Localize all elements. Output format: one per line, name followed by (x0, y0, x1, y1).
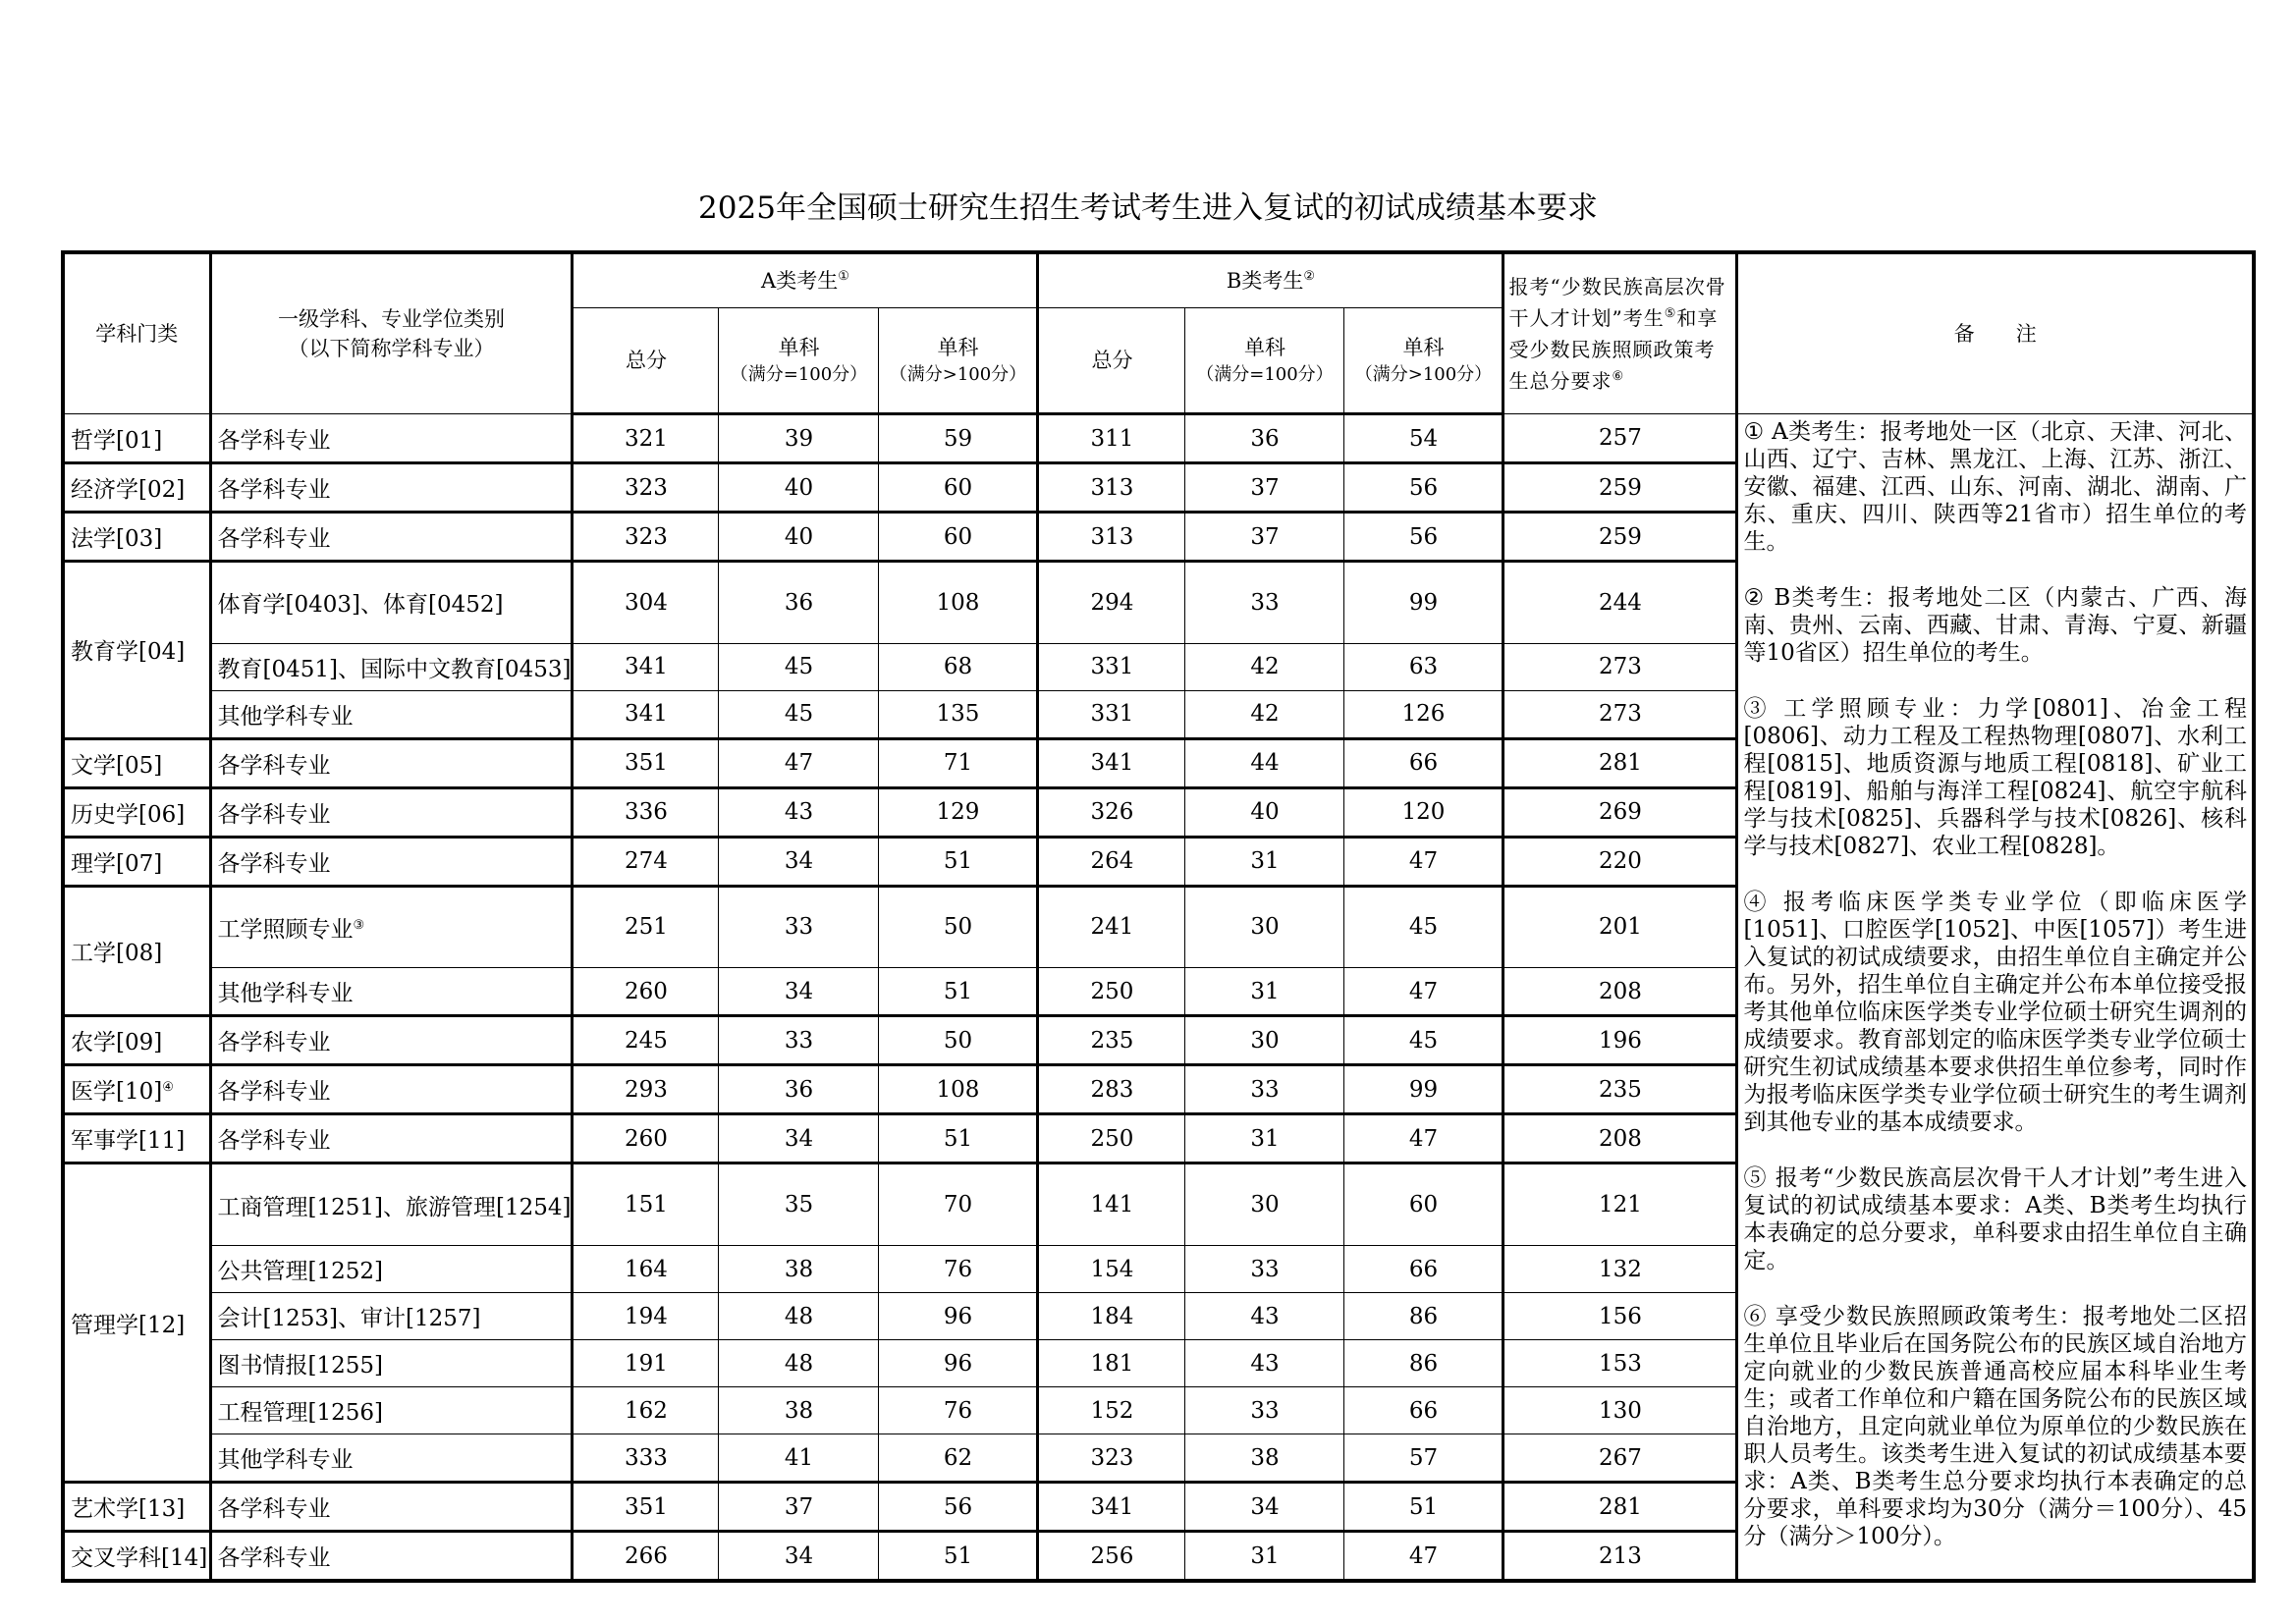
a-total-cell: 162 (573, 1387, 719, 1434)
category-cell: 医学[10]④ (63, 1065, 210, 1114)
minority-cell: 267 (1503, 1434, 1737, 1483)
subject-cell: 各学科专业 (210, 1483, 573, 1532)
category-cell: 管理学[12] (63, 1163, 210, 1483)
a-100-cell: 34 (719, 1532, 879, 1582)
b-100-cell: 38 (1185, 1434, 1344, 1483)
a-gt100-cell: 76 (879, 1246, 1038, 1293)
subject-cell: 其他学科专业 (210, 690, 573, 738)
b-gt100-cell: 66 (1344, 1246, 1503, 1293)
header-category: 学科门类 (63, 252, 210, 414)
b-100-cell: 44 (1185, 738, 1344, 787)
category-cell: 文学[05] (63, 738, 210, 787)
a-100-cell: 33 (719, 886, 879, 968)
b-total-cell: 181 (1038, 1340, 1185, 1387)
subject-cell: 各学科专业 (210, 837, 573, 886)
a-100-cell: 38 (719, 1387, 879, 1434)
a-total-cell: 260 (573, 968, 719, 1016)
b-total-cell: 294 (1038, 562, 1185, 644)
a-gt100-cell: 51 (879, 968, 1038, 1016)
a-total-cell: 293 (573, 1065, 719, 1114)
note-item: ④ 报考临床医学类专业学位（即临床医学[1051]、口腔医学[1052]、中医[1057]）考生进入复试的初试成绩要求，由招生单位自主确定并公布。另外，招生单位自主确定并公布本单位接受报考其他单位临床医学类专业学位硕士研究生调剂的成绩要求。教育部划定的临床医学类专业学位硕士研究生初试成绩基本要求供招生单位参考，同时作为报考临床医学类专业学位硕士研究生的考生调剂到其他专业的基本成绩要求。 (1743, 890, 2247, 1135)
notes-cell (1737, 414, 2254, 1582)
subject-cell: 各学科专业 (210, 1114, 573, 1163)
a-gt100-cell: 62 (879, 1434, 1038, 1483)
b-total-cell: 141 (1038, 1163, 1185, 1246)
minority-cell: 196 (1503, 1016, 1737, 1065)
b-gt100-cell: 126 (1344, 690, 1503, 738)
table-body (63, 414, 2254, 1582)
category-cell: 法学[03] (63, 513, 210, 562)
subject-cell: 其他学科专业 (210, 1434, 573, 1483)
b-gt100-cell: 54 (1344, 414, 1503, 463)
b-total-cell: 250 (1038, 1114, 1185, 1163)
header-a-single-gt100: 单科 （满分>100分） (879, 308, 1038, 414)
minority-cell: 281 (1503, 738, 1737, 787)
table-row (63, 414, 2254, 463)
a-gt100-cell: 68 (879, 643, 1038, 690)
b-total-cell: 184 (1038, 1293, 1185, 1340)
b-gt100-cell: 56 (1344, 463, 1503, 513)
category-cell: 交叉学科[14] (63, 1532, 210, 1582)
b-gt100-cell: 47 (1344, 837, 1503, 886)
b-gt100-cell: 60 (1344, 1163, 1503, 1246)
header-b-single-100: 单科 （满分=100分） (1185, 308, 1344, 414)
a-100-cell: 43 (719, 787, 879, 837)
minority-cell: 273 (1503, 643, 1737, 690)
a-gt100-cell: 50 (879, 1016, 1038, 1065)
b-total-cell: 152 (1038, 1387, 1185, 1434)
category-cell: 哲学[01] (63, 414, 210, 463)
a-100-cell: 34 (719, 1114, 879, 1163)
footnote-mark: ⑤ (1664, 306, 1677, 321)
subject-cell: 公共管理[1252] (210, 1246, 573, 1293)
b-gt100-cell: 51 (1344, 1483, 1503, 1532)
minority-cell: 220 (1503, 837, 1737, 886)
a-total-cell: 251 (573, 886, 719, 968)
b-gt100-cell: 63 (1344, 643, 1503, 690)
minority-cell: 269 (1503, 787, 1737, 837)
b-100-cell: 37 (1185, 463, 1344, 513)
a-gt100-cell: 76 (879, 1387, 1038, 1434)
a-gt100-cell: 51 (879, 837, 1038, 886)
b-100-cell: 33 (1185, 1246, 1344, 1293)
a-total-cell: 260 (573, 1114, 719, 1163)
a-gt100-cell: 51 (879, 1114, 1038, 1163)
minority-cell: 259 (1503, 463, 1737, 513)
b-100-cell: 42 (1185, 690, 1344, 738)
minority-cell: 281 (1503, 1483, 1737, 1532)
a-total-cell: 304 (573, 562, 719, 644)
b-total-cell: 341 (1038, 1483, 1185, 1532)
a-gt100-cell: 56 (879, 1483, 1038, 1532)
a-100-cell: 38 (719, 1246, 879, 1293)
a-100-cell: 45 (719, 643, 879, 690)
footnote-mark: ④ (162, 1080, 174, 1096)
a-total-cell: 194 (573, 1293, 719, 1340)
minority-cell: 208 (1503, 1114, 1737, 1163)
a-100-cell: 40 (719, 513, 879, 562)
subject-cell: 各学科专业 (210, 463, 573, 513)
subject-cell: 体育学[0403]、体育[0452] (210, 562, 573, 644)
a-total-cell: 351 (573, 1483, 719, 1532)
b-gt100-cell: 45 (1344, 1016, 1503, 1065)
note-item: ③ 工学照顾专业：力学[0801]、冶金工程[0806]、动力工程及工程热物理[0807]、水利工程[0815]、地质资源与地质工程[0818]、矿业工程[0819]、船舶与海洋工程[0824]、航空宇航科学与技术[0825]、兵器科学与技术[0826]、核科学与技术[0827]、农业工程[0828]。 (1743, 696, 2247, 859)
b-gt100-cell: 57 (1344, 1434, 1503, 1483)
score-table (61, 250, 2256, 1583)
minority-cell: 259 (1503, 513, 1737, 562)
footnote-mark: ① (838, 269, 849, 284)
b-100-cell: 33 (1185, 1387, 1344, 1434)
b-gt100-cell: 45 (1344, 886, 1503, 968)
b-gt100-cell: 47 (1344, 1114, 1503, 1163)
minority-cell: 132 (1503, 1246, 1737, 1293)
a-gt100-cell: 70 (879, 1163, 1038, 1246)
minority-cell: 257 (1503, 414, 1737, 463)
b-100-cell: 33 (1185, 1065, 1344, 1114)
a-total-cell: 341 (573, 690, 719, 738)
a-100-cell: 48 (719, 1340, 879, 1387)
b-100-cell: 40 (1185, 787, 1344, 837)
b-100-cell: 30 (1185, 1016, 1344, 1065)
a-total-cell: 321 (573, 414, 719, 463)
a-total-cell: 323 (573, 463, 719, 513)
header-group-a: A类考生① (573, 252, 1038, 308)
a-gt100-cell: 59 (879, 414, 1038, 463)
subject-cell: 会计[1253]、审计[1257] (210, 1293, 573, 1340)
minority-cell: 208 (1503, 968, 1737, 1016)
minority-cell: 156 (1503, 1293, 1737, 1340)
a-100-cell: 45 (719, 690, 879, 738)
b-total-cell: 241 (1038, 886, 1185, 968)
a-total-cell: 351 (573, 738, 719, 787)
note-item: ⑤ 报考“少数民族高层次骨干人才计划”考生进入复试的初试成绩基本要求：A类、B类考生均执行本表确定的总分要求，单科要求由招生单位自主确定。 (1743, 1165, 2247, 1273)
b-100-cell: 43 (1185, 1293, 1344, 1340)
header-a-total: 总分 (573, 308, 719, 414)
minority-cell: 121 (1503, 1163, 1737, 1246)
b-total-cell: 313 (1038, 463, 1185, 513)
minority-cell: 273 (1503, 690, 1737, 738)
header-b-single-gt100: 单科 （满分>100分） (1344, 308, 1503, 414)
b-gt100-cell: 99 (1344, 562, 1503, 644)
b-total-cell: 341 (1038, 738, 1185, 787)
a-gt100-cell: 60 (879, 463, 1038, 513)
minority-cell: 235 (1503, 1065, 1737, 1114)
b-total-cell: 250 (1038, 968, 1185, 1016)
subject-cell: 教育[0451]、国际中文教育[0453] (210, 643, 573, 690)
a-gt100-cell: 108 (879, 562, 1038, 644)
a-gt100-cell: 96 (879, 1293, 1038, 1340)
a-total-cell: 151 (573, 1163, 719, 1246)
a-100-cell: 40 (719, 463, 879, 513)
a-gt100-cell: 129 (879, 787, 1038, 837)
a-100-cell: 48 (719, 1293, 879, 1340)
a-100-cell: 47 (719, 738, 879, 787)
header-notes: 备 注 (1737, 252, 2254, 414)
a-total-cell: 336 (573, 787, 719, 837)
b-100-cell: 31 (1185, 837, 1344, 886)
b-total-cell: 311 (1038, 414, 1185, 463)
header-group-b: B类考生② (1038, 252, 1503, 308)
b-100-cell: 34 (1185, 1483, 1344, 1532)
subject-cell: 各学科专业 (210, 414, 573, 463)
subject-cell: 各学科专业 (210, 513, 573, 562)
subject-cell: 工学照顾专业③ (210, 886, 573, 968)
a-100-cell: 33 (719, 1016, 879, 1065)
a-gt100-cell: 108 (879, 1065, 1038, 1114)
a-gt100-cell: 71 (879, 738, 1038, 787)
header-subject: 一级学科、专业学位类别 （以下简称学科专业） (210, 252, 573, 414)
subject-cell: 各学科专业 (210, 787, 573, 837)
b-100-cell: 33 (1185, 562, 1344, 644)
b-gt100-cell: 47 (1344, 1532, 1503, 1582)
b-100-cell: 43 (1185, 1340, 1344, 1387)
a-100-cell: 36 (719, 1065, 879, 1114)
a-total-cell: 245 (573, 1016, 719, 1065)
subject-cell: 各学科专业 (210, 1532, 573, 1582)
a-gt100-cell: 50 (879, 886, 1038, 968)
b-total-cell: 323 (1038, 1434, 1185, 1483)
a-100-cell: 34 (719, 968, 879, 1016)
b-gt100-cell: 120 (1344, 787, 1503, 837)
a-gt100-cell: 135 (879, 690, 1038, 738)
minority-cell: 244 (1503, 562, 1737, 644)
b-gt100-cell: 86 (1344, 1293, 1503, 1340)
header-a-single-100: 单科 （满分=100分） (719, 308, 879, 414)
b-total-cell: 235 (1038, 1016, 1185, 1065)
footnote-mark: ⑥ (1612, 369, 1625, 384)
b-total-cell: 256 (1038, 1532, 1185, 1582)
footnote-mark: ② (1303, 269, 1316, 284)
b-gt100-cell: 86 (1344, 1340, 1503, 1387)
a-gt100-cell: 51 (879, 1532, 1038, 1582)
category-cell: 经济学[02] (63, 463, 210, 513)
category-cell: 教育学[04] (63, 562, 210, 739)
a-100-cell: 41 (719, 1434, 879, 1483)
b-gt100-cell: 66 (1344, 738, 1503, 787)
a-total-cell: 323 (573, 513, 719, 562)
b-gt100-cell: 66 (1344, 1387, 1503, 1434)
a-total-cell: 191 (573, 1340, 719, 1387)
a-gt100-cell: 60 (879, 513, 1038, 562)
a-total-cell: 266 (573, 1532, 719, 1582)
b-100-cell: 31 (1185, 1532, 1344, 1582)
subject-cell: 工商管理[1251]、旅游管理[1254] (210, 1163, 573, 1246)
b-gt100-cell: 56 (1344, 513, 1503, 562)
subject-cell: 图书情报[1255] (210, 1340, 573, 1387)
b-total-cell: 154 (1038, 1246, 1185, 1293)
category-cell: 理学[07] (63, 837, 210, 886)
a-total-cell: 274 (573, 837, 719, 886)
b-gt100-cell: 99 (1344, 1065, 1503, 1114)
note-item: ① A类考生：报考地处一区（北京、天津、河北、山西、辽宁、吉林、黑龙江、上海、江苏、浙江、安徽、福建、江西、山东、河南、湖北、湖南、广东、重庆、四川、陕西等21省市）招生单位的考生。 (1743, 419, 2247, 555)
note-item: ② B类考生：报考地处二区（内蒙古、广西、海南、贵州、云南、西藏、甘肃、青海、宁夏、新疆等10省区）招生单位的考生。 (1743, 585, 2247, 666)
a-100-cell: 36 (719, 562, 879, 644)
a-gt100-cell: 96 (879, 1340, 1038, 1387)
category-cell: 军事学[11] (63, 1114, 210, 1163)
subject-cell: 各学科专业 (210, 1016, 573, 1065)
b-gt100-cell: 47 (1344, 968, 1503, 1016)
category-cell: 历史学[06] (63, 787, 210, 837)
footnote-mark: ③ (353, 917, 365, 933)
a-100-cell: 37 (719, 1483, 879, 1532)
a-total-cell: 333 (573, 1434, 719, 1483)
b-100-cell: 30 (1185, 1163, 1344, 1246)
subject-cell: 各学科专业 (210, 738, 573, 787)
b-100-cell: 30 (1185, 886, 1344, 968)
minority-cell: 213 (1503, 1532, 1737, 1582)
b-100-cell: 37 (1185, 513, 1344, 562)
b-100-cell: 31 (1185, 968, 1344, 1016)
b-100-cell: 31 (1185, 1114, 1344, 1163)
subject-cell: 各学科专业 (210, 1065, 573, 1114)
header-b-total: 总分 (1038, 308, 1185, 414)
b-total-cell: 331 (1038, 690, 1185, 738)
minority-cell: 153 (1503, 1340, 1737, 1387)
b-total-cell: 283 (1038, 1065, 1185, 1114)
note-item: ⑥ 享受少数民族照顾政策考生：报考地处二区招生单位且毕业后在国务院公布的民族区域自治地方定向就业的少数民族普通高校应届本科毕业生考生；或者工作单位和户籍在国务院公布的民族区域自治地方，且定向就业单位为原单位的少数民族在职人员考生。该类考生进入复试的初试成绩基本要求：A类、B类考生总分要求均执行本表确定的总分要求，单科要求均为30分（满分＝100分）、45分（满分＞100分）。 (1743, 1304, 2247, 1549)
a-100-cell: 35 (719, 1163, 879, 1246)
b-100-cell: 42 (1185, 643, 1344, 690)
category-cell: 艺术学[13] (63, 1483, 210, 1532)
a-total-cell: 164 (573, 1246, 719, 1293)
b-total-cell: 313 (1038, 513, 1185, 562)
minority-cell: 130 (1503, 1387, 1737, 1434)
b-total-cell: 326 (1038, 787, 1185, 837)
b-100-cell: 36 (1185, 414, 1344, 463)
b-total-cell: 264 (1038, 837, 1185, 886)
header-minority: 报考“少数民族高层次骨干人才计划”考生⑤和享受少数民族照顾政策考生总分要求⑥ (1503, 252, 1737, 414)
a-total-cell: 341 (573, 643, 719, 690)
subject-cell: 工程管理[1256] (210, 1387, 573, 1434)
minority-cell: 201 (1503, 886, 1737, 968)
page-title: 2025年全国硕士研究生招生考试考生进入复试的初试成绩基本要求 (698, 190, 1598, 226)
subject-cell: 其他学科专业 (210, 968, 573, 1016)
category-cell: 农学[09] (63, 1016, 210, 1065)
category-cell: 工学[08] (63, 886, 210, 1016)
b-total-cell: 331 (1038, 643, 1185, 690)
a-100-cell: 39 (719, 414, 879, 463)
a-100-cell: 34 (719, 837, 879, 886)
